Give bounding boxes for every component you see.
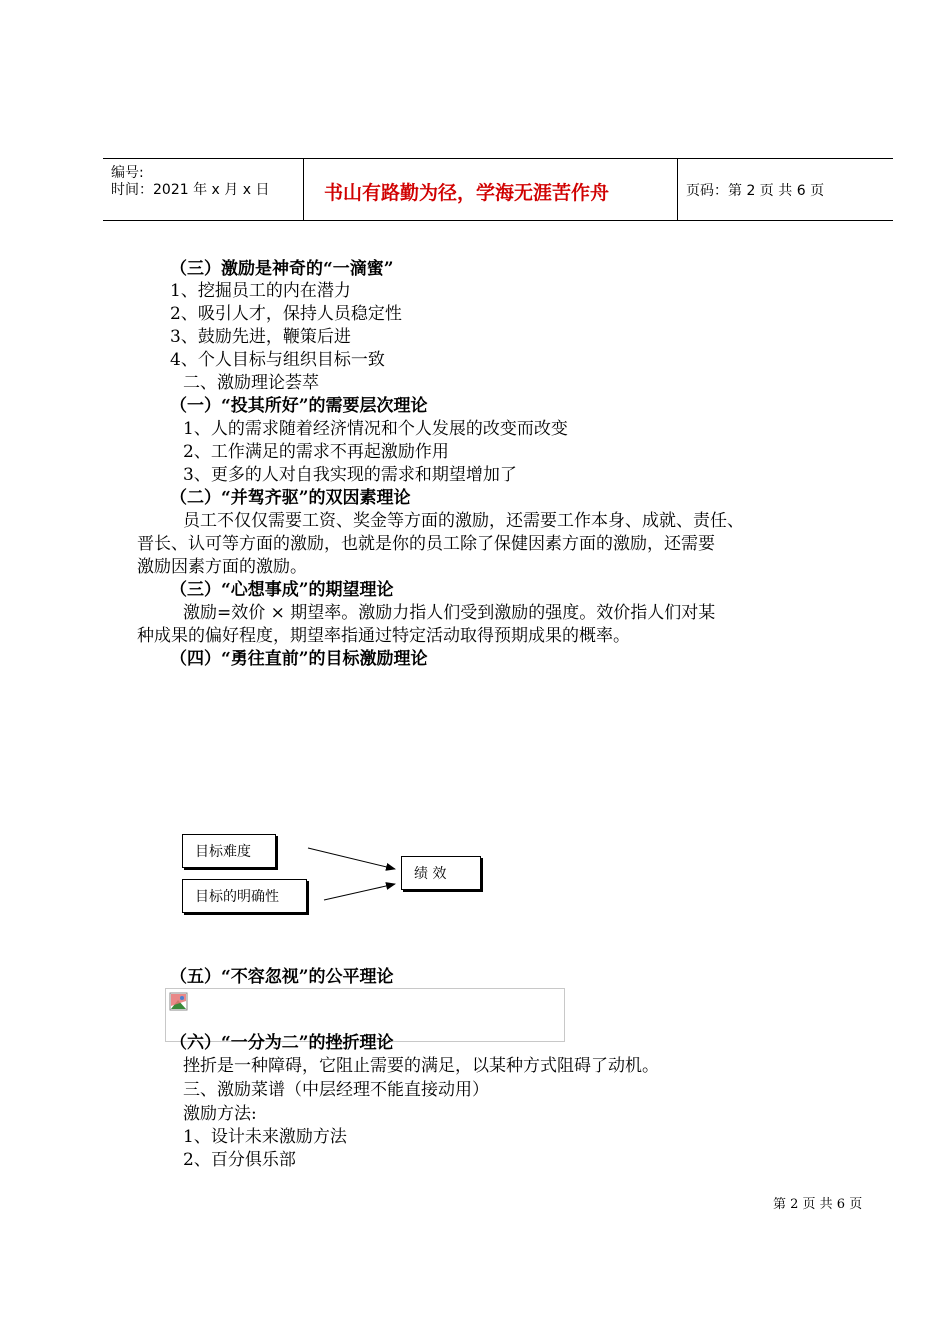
section-heading: （一）“投其所好”的需要层次理论: [170, 396, 428, 416]
section-heading: （三）“心想事成”的期望理论: [170, 580, 394, 600]
section-heading: （六）“一分为二”的挫折理论: [170, 1033, 394, 1053]
paragraph-line: 挫折是一种障碍，它阻止需要的满足，以某种方式阻碍了动机。: [183, 1056, 659, 1076]
section-heading: （四）“勇往直前”的目标激励理论: [170, 649, 428, 669]
diagram-box-label: 绩 效: [414, 866, 447, 882]
list-item: 1、挖掘员工的内在潜力: [170, 281, 351, 301]
paragraph-line: 晋长、认可等方面的激励，也就是你的员工除了保健因素方面的激励，还需要: [137, 534, 715, 554]
header-motto: 书山有路勤为径，学海无涯苦作舟: [324, 182, 610, 204]
list-item: 1、设计未来激励方法: [183, 1127, 347, 1147]
list-item: 3、鼓励先进，鞭策后进: [170, 327, 351, 347]
list-item: 1、人的需求随着经济情况和个人发展的改变而改变: [183, 419, 568, 439]
list-item: 2、吸引人才，保持人员稳定性: [170, 304, 402, 324]
section-heading: （二）“并驾齐驱”的双因素理论: [170, 488, 411, 508]
list-item: 3、更多的人对自我实现的需求和期望增加了: [183, 465, 517, 485]
header-page-label: 页码：第 2 页 共 6 页: [686, 183, 825, 199]
paragraph-line: 种成果的偏好程度，期望率指通过特定活动取得预期成果的概率。: [137, 626, 630, 646]
paragraph-line: 激励因素方面的激励。: [137, 557, 307, 577]
paragraph-line: 员工不仅仅需要工资、奖金等方面的激励，还需要工作本身、成就、责任、: [183, 511, 744, 531]
part-title: 二、激励理论荟萃: [183, 373, 319, 393]
section-heading: （三）激励是神奇的“一滴蜜”: [170, 259, 394, 279]
part-title: 三、激励菜谱（中层经理不能直接动用）: [183, 1080, 489, 1100]
arrow-clarity-to-performance: [324, 884, 395, 900]
list-item: 4、个人目标与组织目标一致: [170, 350, 385, 370]
diagram-box-label: 目标的明确性: [195, 889, 279, 905]
paragraph-line: 激励=效价 × 期望率。激励力指人们受到激励的强度。效价指人们对某: [183, 603, 716, 623]
list-item: 2、百分俱乐部: [183, 1150, 296, 1170]
section-heading: （五）“不容忽视”的公平理论: [170, 967, 394, 987]
arrow-difficulty-to-performance: [308, 848, 395, 869]
methods-label: 激励方法:: [183, 1104, 257, 1124]
list-item: 2、工作满足的需求不再起激励作用: [183, 442, 449, 462]
page-footer: 第 2 页 共 6 页: [773, 1197, 863, 1212]
doc-code-label: 编号:: [111, 165, 144, 181]
broken-image-icon: [169, 992, 189, 1012]
doc-date-label: 时间：2021 年 x 月 x 日: [111, 182, 270, 198]
diagram-box-label: 目标难度: [195, 844, 251, 860]
